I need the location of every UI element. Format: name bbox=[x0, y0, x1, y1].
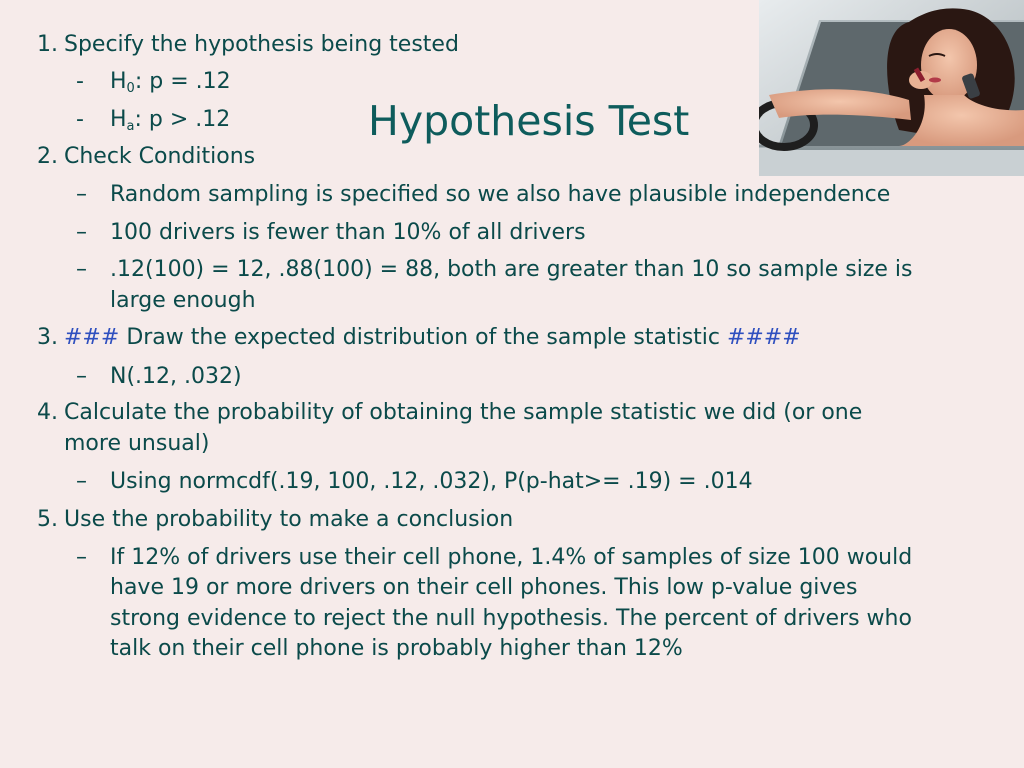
h-subscript: 0 bbox=[126, 81, 135, 96]
h-subscript: a bbox=[126, 119, 135, 134]
hypothesis-alt-text bbox=[110, 105, 230, 135]
hash-marker: #### bbox=[727, 325, 801, 350]
step-number: 3. bbox=[37, 325, 58, 350]
sub-bullet: – bbox=[76, 364, 87, 389]
step-number: 4. bbox=[37, 400, 58, 425]
step-text-line1: Calculate the probability of obtaining the sample statistic we did (or one bbox=[64, 400, 863, 425]
conclusion-line: talk on their cell phone is probably higher than 12% bbox=[110, 636, 683, 661]
sub-bullet: – bbox=[76, 257, 87, 282]
sub-bullet: – bbox=[76, 469, 87, 494]
sub-bullet: - bbox=[76, 107, 84, 132]
hash-marker: ### bbox=[64, 325, 120, 350]
hypothesis-null-text bbox=[110, 67, 231, 97]
slide-title: Hypothesis Test bbox=[368, 97, 690, 145]
step-number: 2. bbox=[37, 144, 58, 169]
condition-text: 100 drivers is fewer than 10% of all drivers bbox=[110, 220, 586, 245]
sub-bullet: – bbox=[76, 545, 87, 570]
conclusion-line: strong evidence to reject the null hypothesis. The percent of drivers who bbox=[110, 606, 912, 631]
sub-bullet: - bbox=[76, 69, 84, 94]
conclusion-line: If 12% of drivers use their cell phone, 1.4% of samples of size 100 would bbox=[110, 545, 913, 570]
step-text-main: Draw the expected distribution of the sample statistic bbox=[126, 325, 720, 350]
condition-text-line1: .12(100) = 12, .88(100) = 88, both are greater than 10 so sample size is bbox=[110, 257, 913, 282]
step-number: 5. bbox=[37, 507, 58, 532]
conclusion-line: have 19 or more drivers on their cell phones. This low p-value gives bbox=[110, 575, 858, 600]
condition-text: Random sampling is specified so we also have plausible independence bbox=[110, 182, 891, 207]
h-rest: : p = .12 bbox=[134, 69, 231, 94]
step-number: 1. bbox=[37, 32, 58, 57]
step-text-line2: more unsual) bbox=[64, 431, 210, 456]
h-letter: H bbox=[110, 69, 127, 94]
calculation-text: Using normcdf(.19, 100, .12, .032), P(p-hat>= .19) = .014 bbox=[110, 469, 753, 494]
step-text: Check Conditions bbox=[64, 144, 256, 169]
h-rest: : p > .12 bbox=[134, 107, 231, 132]
distribution-text: N(.12, .032) bbox=[110, 364, 242, 389]
step-text bbox=[64, 323, 801, 353]
h-letter: H bbox=[110, 107, 127, 132]
sub-bullet: – bbox=[76, 220, 87, 245]
sub-bullet: – bbox=[76, 182, 87, 207]
condition-text-line2: large enough bbox=[110, 288, 256, 313]
step-text: Specify the hypothesis being tested bbox=[64, 32, 459, 57]
driver-photo bbox=[759, 0, 1024, 176]
step-text: Use the probability to make a conclusion bbox=[64, 507, 514, 532]
driver-photo-illustration bbox=[759, 0, 1024, 176]
